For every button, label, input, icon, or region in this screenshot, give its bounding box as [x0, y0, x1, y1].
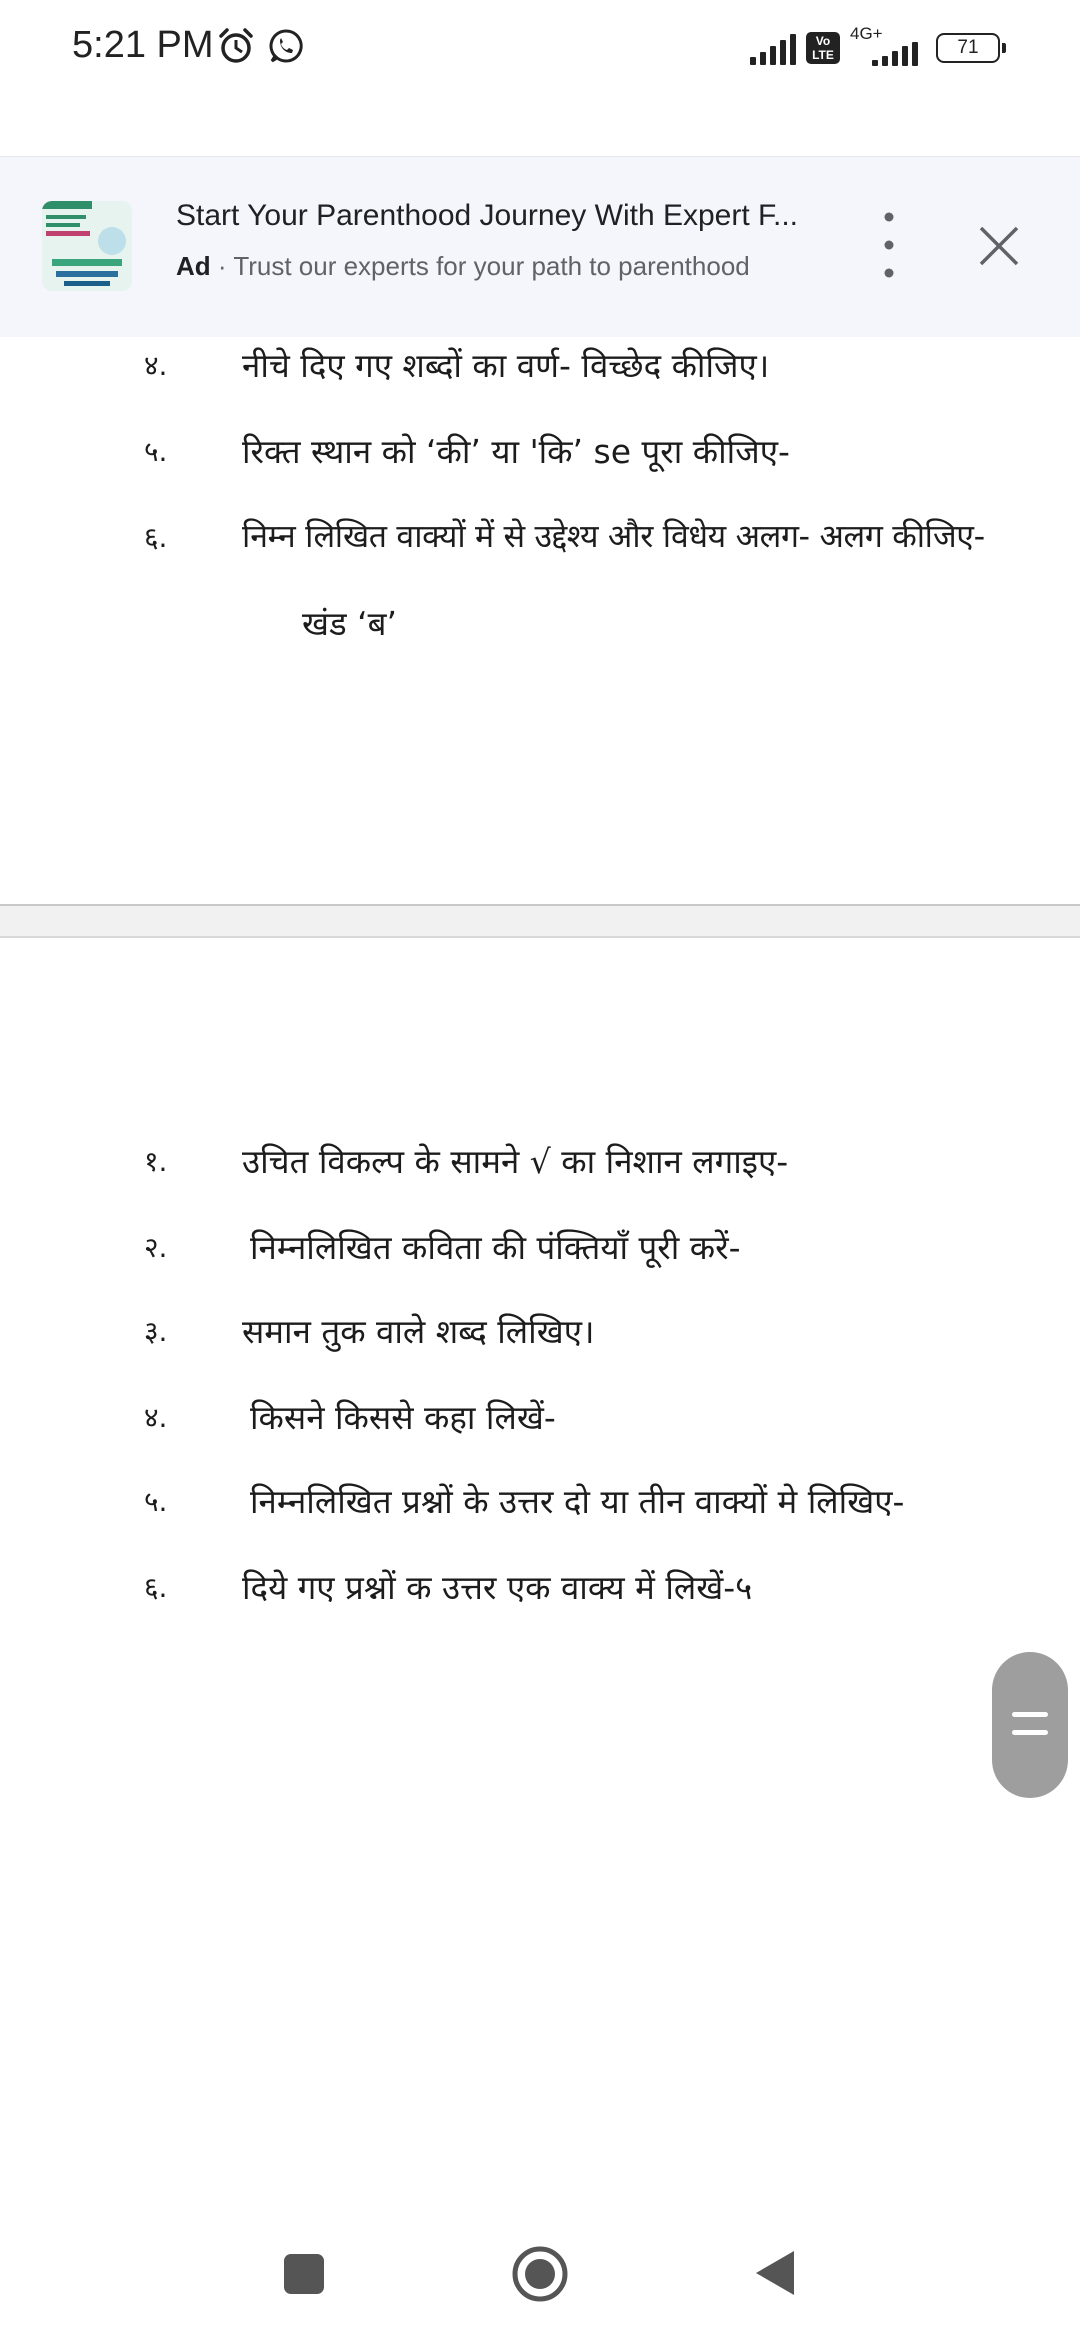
item-text: निम्नलिखित कविता की पंक्तियाँ पूरी करें- — [250, 1228, 741, 1267]
ad-label: Ad — [176, 251, 211, 281]
back-triangle-icon[interactable] — [752, 2248, 798, 2298]
item-number: ५. — [144, 1485, 168, 1518]
item-text: समान तुक वाले शब्द लिखिए। — [242, 1312, 595, 1351]
item-number: ६. — [144, 521, 168, 554]
ad-thumbnail[interactable] — [42, 201, 132, 291]
ad-subtitle: Ad · Trust our experts for your path to parenthood — [176, 251, 750, 281]
item-text: निम्नलिखित प्रश्नों के उत्तर दो या तीन वाक्यों मे लिखिए- — [250, 1482, 905, 1521]
ad-title[interactable]: Start Your Parenthood Journey With Expert F... — [176, 199, 799, 232]
section-b-heading: खंड ‘ब’ — [302, 604, 397, 643]
item-number: २. — [144, 1231, 168, 1264]
close-icon[interactable] — [978, 225, 1020, 267]
item-text: रिक्त स्थान को ‘की’ या 'कि’ se पूरा कीजिए- — [242, 432, 790, 471]
alarm-icon — [216, 26, 256, 66]
item-text: उचित विकल्प के सामने √ का निशान लगाइए- — [242, 1142, 789, 1181]
battery-icon: 71 — [936, 33, 1000, 63]
4g-signal-icon — [850, 24, 920, 66]
item-text: निम्न लिखित वाक्यों में से उद्देश्य और विधेय अलग- अलग कीजिए- — [242, 517, 985, 555]
status-bar — [0, 0, 1080, 100]
ad-banner[interactable] — [0, 156, 1080, 337]
item-number: ४. — [144, 1401, 168, 1434]
whatsapp-icon — [268, 28, 304, 64]
page-divider — [0, 904, 1080, 938]
network-type: 4G+ — [850, 24, 883, 43]
item-text: किसने किससे कहा लिखें- — [250, 1398, 556, 1437]
navigation-bar — [0, 2220, 1080, 2340]
more-options-icon[interactable] — [874, 207, 904, 283]
item-number: ३. — [144, 1315, 168, 1348]
item-number: ६. — [144, 1571, 168, 1604]
recents-square-icon[interactable] — [282, 2252, 326, 2296]
volte-icon: Vo LTE — [806, 32, 840, 64]
ad-description: Trust our experts for your path to parenthood — [233, 251, 750, 281]
item-number: ५. — [144, 435, 168, 468]
item-text: नीचे दिए गए शब्दों का वर्ण- विच्छेद कीजिए। — [242, 346, 770, 385]
home-circle-icon[interactable] — [510, 2244, 570, 2304]
item-text: दिये गए प्रश्नों क उत्तर एक वाक्य में लिखें-५ — [242, 1568, 753, 1607]
item-number: ४. — [144, 349, 168, 382]
item-number: १. — [144, 1145, 168, 1178]
status-time: 5:21 PM — [72, 24, 214, 66]
fast-scroll-handle[interactable] — [992, 1652, 1068, 1798]
signal-icon — [750, 31, 796, 65]
